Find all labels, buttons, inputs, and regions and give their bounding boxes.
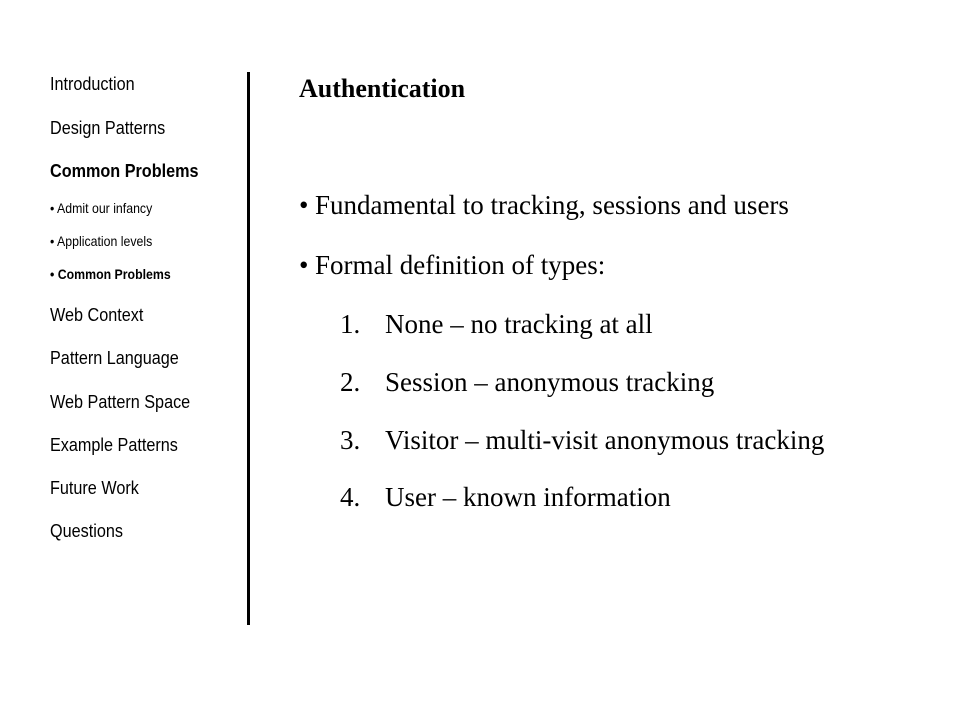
sidebar-subitem-common-problems[interactable]: • Common Problems bbox=[50, 266, 171, 282]
item-number: 3. bbox=[340, 425, 361, 455]
sidebar-item-common-problems[interactable]: Common Problems bbox=[50, 161, 199, 181]
numbered-item bbox=[340, 480, 671, 514]
item-text: Visitor – multi-visit anonymous tracking bbox=[385, 425, 825, 455]
sidebar-item-web-pattern-space[interactable]: Web Pattern Space bbox=[50, 392, 191, 412]
sidebar-item-pattern-language[interactable]: Pattern Language bbox=[50, 348, 179, 368]
bullet-item bbox=[299, 248, 605, 282]
sidebar-item-questions[interactable]: Questions bbox=[50, 521, 123, 541]
bullet-dot: • bbox=[299, 190, 309, 220]
sidebar-subitem-application-levels[interactable]: • Application levels bbox=[50, 233, 153, 249]
item-number: 1. bbox=[340, 309, 361, 339]
item-text: User – known information bbox=[385, 482, 671, 512]
bullet-dot: • bbox=[299, 250, 309, 280]
sidebar-subitem-admit-our-infancy[interactable]: • Admit our infancy bbox=[50, 200, 153, 216]
bullet-text: Formal definition of types: bbox=[315, 250, 606, 280]
numbered-item bbox=[340, 365, 714, 399]
numbered-item bbox=[340, 423, 824, 457]
item-text: None – no tracking at all bbox=[385, 309, 653, 339]
item-number: 4. bbox=[340, 482, 361, 512]
bullet-item bbox=[299, 188, 789, 222]
item-text: Session – anonymous tracking bbox=[385, 367, 715, 397]
bullet-text: Fundamental to tracking, sessions and users bbox=[315, 190, 789, 220]
item-number: 2. bbox=[340, 367, 361, 397]
sidebar-item-web-context[interactable]: Web Context bbox=[50, 305, 144, 325]
sidebar-item-future-work[interactable]: Future Work bbox=[50, 478, 139, 498]
sidebar-item-design-patterns[interactable]: Design Patterns bbox=[50, 118, 166, 138]
numbered-item bbox=[340, 307, 653, 341]
slide-title: Authentication bbox=[299, 74, 466, 103]
sidebar-item-example-patterns[interactable]: Example Patterns bbox=[50, 435, 178, 455]
sidebar-item-introduction[interactable]: Introduction bbox=[50, 74, 135, 94]
